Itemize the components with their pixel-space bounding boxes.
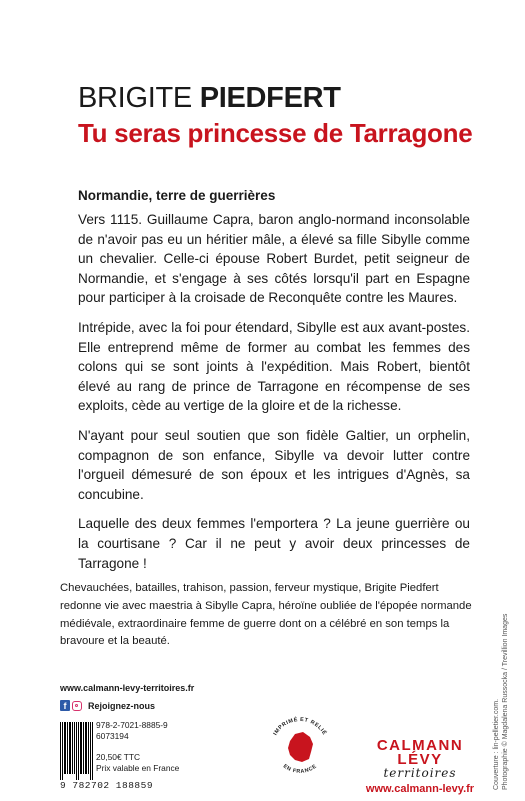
publisher-url[interactable]: www.calmann-levy.fr bbox=[365, 783, 475, 795]
synopsis-paragraph: Vers 1115. Guillaume Capra, baron anglo-normand inconsolable de n'avoir pas eu un héritier mâle, a élevé sa fille Sibylle comme un chevalier. Celle-ci épouse Robert Burdet, petit seigneur de Normandie, et s'engage à ses côtés lorsqu'il part en Espagne pour participer à la croisade de Reconquête contre les Maures. bbox=[78, 212, 470, 306]
summary-blurb: Chevauchées, batailles, trahison, passion, ferveur mystique, Brigite Piedfert redonne vie avec maestria à Sibylle Capra, héroïne oubliée de l'épopée normande médiévale, extraordinaire femme de guerre dont on a célébré en son temps la bravoure et la beauté. bbox=[60, 582, 472, 648]
social-label: Rejoignez-nous bbox=[88, 700, 155, 711]
book-title: Tu seras princesse de Tarragone bbox=[78, 118, 473, 148]
france-map-icon bbox=[288, 732, 313, 762]
book-metadata bbox=[96, 720, 179, 774]
author-last-name: PIEDFERT bbox=[199, 82, 341, 114]
seal-text-bottom: EN FRANCE bbox=[281, 763, 319, 775]
synopsis-paragraph: Laquelle des deux femmes l'emportera ? La jeune guerrière ou la courtisane ? Car il ne peut y avoir deux princesses de Tarragone ! bbox=[78, 516, 470, 571]
made-in-france-seal bbox=[265, 710, 335, 784]
publisher-imprint: territoires bbox=[383, 766, 457, 780]
social-links bbox=[60, 700, 155, 711]
publisher-name-line2: LÉVY bbox=[397, 751, 443, 768]
publisher-logo bbox=[355, 738, 485, 798]
credit-photo: Photographie © Magdalena Russocka / Trevillion Images bbox=[502, 613, 509, 790]
price: 20,50€ TTC bbox=[96, 752, 141, 762]
synopsis bbox=[78, 210, 470, 583]
product-code: 6073194 bbox=[96, 731, 129, 741]
synopsis-paragraph: N'ayant pour seul soutien que son fidèle Galtier, un orphelin, compagnon de son enfance, Sibylle va devoir lutter contre l'orgueil démesuré de son époux et les intrigues d'Agnès, sa concubine. bbox=[78, 427, 470, 502]
cover-credits bbox=[492, 614, 510, 790]
book-subtitle: Normandie, terre de guerrières bbox=[78, 188, 276, 203]
publisher-name-line1: CALMANN bbox=[376, 737, 464, 754]
author-first-name: BRIGITE bbox=[78, 82, 192, 114]
author-name bbox=[78, 82, 341, 115]
svg-text:EN FRANCE bbox=[282, 763, 318, 775]
barcode-number: 9 782702 188859 bbox=[60, 780, 154, 791]
credit-cover: Couverture : lin-pelletier.com. bbox=[493, 698, 500, 790]
instagram-icon[interactable] bbox=[72, 701, 82, 711]
barcode bbox=[60, 722, 94, 780]
synopsis-paragraph: Intrépide, avec la foi pour étendard, Sibylle est aux avant-postes. Elle entreprend même de former au combat les femmes des colons qui se sont joints à l'expédition. Mais Robert, bientôt élevé au rang de prince de Tarragone en récompense de ses exploits, cède au vertige de la gloire et de la richesse. bbox=[78, 319, 470, 414]
facebook-icon[interactable]: f bbox=[60, 700, 70, 711]
website-link[interactable]: www.calmann-levy-territoires.fr bbox=[60, 683, 195, 693]
price-note: Prix valable en France bbox=[96, 763, 180, 773]
seal-text-top: IMPRIMÉ ET RELIÉ bbox=[272, 716, 328, 737]
isbn: 978-2-7021-8885-9 bbox=[96, 720, 168, 730]
